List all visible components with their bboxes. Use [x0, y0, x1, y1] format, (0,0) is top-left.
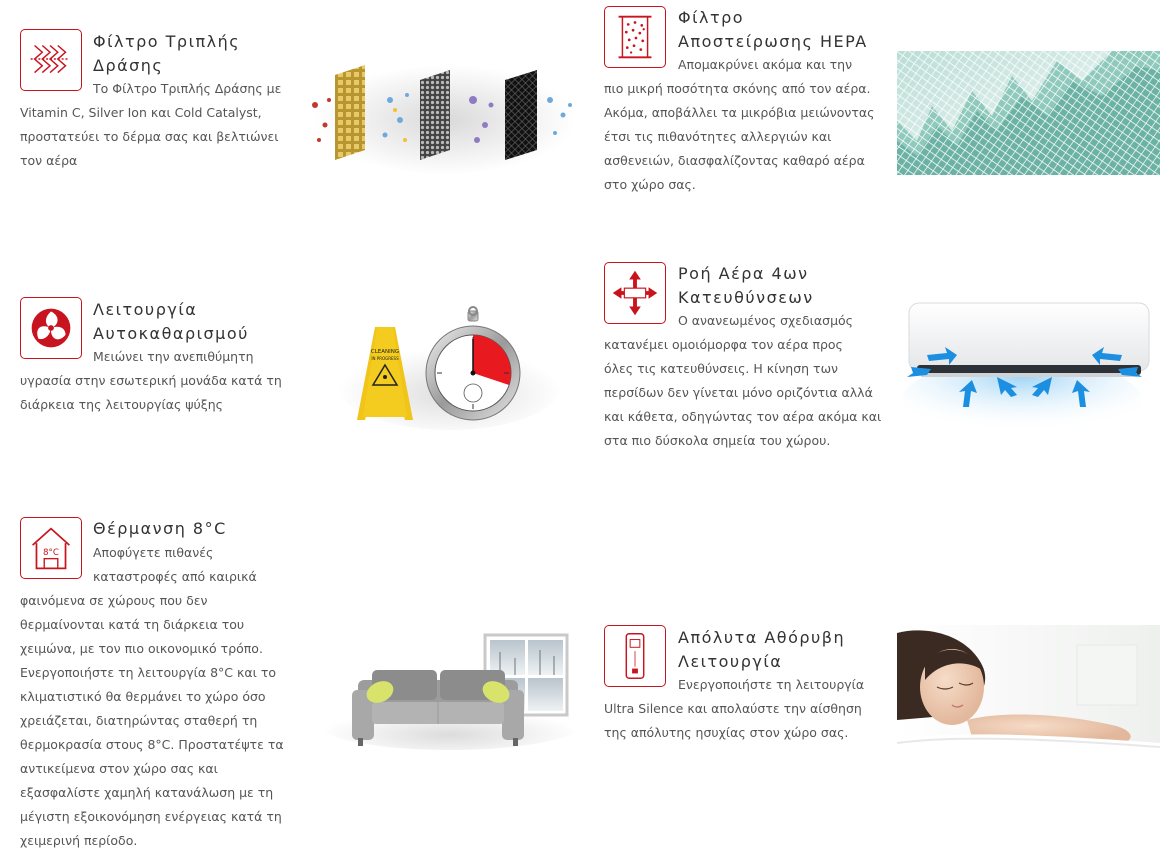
house-icon-label: 8°C	[43, 547, 59, 558]
feature-title: Ροή Αέρα 4ων Κατευθύνσεων	[678, 264, 814, 307]
air-conditioner-airflow-illustration	[897, 295, 1160, 440]
feature-description-first-line: Ενεργοποιήστε τη λειτουργία	[678, 677, 865, 692]
filter-layers-illustration	[305, 55, 580, 175]
feature-description: Ultra Silence και απολαύστε την αίσθηση της απόλυτης ησυχίας στον χώρο σας.	[604, 701, 862, 740]
house-8c-icon	[20, 517, 82, 579]
feature-description: κατανέμει ομοιόμορφα τον αέρα προς όλες τις κατευθύνσεις. Η κίνηση των περσίδων δεν γίνεται μόνο οριζόντια αλλά και κάθετα, οδηγώντας τον αέρα ακόμα και στα πιο δύσκολα σημεία του χώρου.	[604, 337, 882, 448]
sofa-winter-window-illustration	[310, 630, 575, 750]
sign-text-line-1: CLEANING	[370, 349, 400, 355]
feature-description: υγρασία στην εσωτερική μονάδα κατά τη διάρκεια της λειτουργίας ψύξης	[20, 373, 282, 412]
feature-description-first-line: Απομακρύνει ακόμα και την	[678, 57, 853, 72]
feature-title: Θέρμανση 8°C	[93, 519, 227, 538]
sleeping-woman-photo	[897, 625, 1160, 775]
self-clean-icon	[20, 297, 82, 359]
feature-title: Φίλτρο Αποστείρωσης HEPA	[678, 8, 868, 51]
hepa-filter-icon	[604, 6, 666, 68]
feature-description-first-line: Μειώνει την ανεπιθύμητη	[93, 349, 254, 364]
feature-description: πιο μικρή ποσότητα σκόνης από τον αέρα. Ακόμα, αποβάλλει τα μικρόβια μειώνοντας έτσι τις πιθανότητες αλλεργιών και ασθενειών, διασφαλίζοντας καθαρό αέρα στο χώρο σας.	[604, 81, 875, 192]
feature-description-first-lines: Αποφύγετε πιθανές καταστροφές από καιρικά	[93, 545, 257, 584]
feature-title: Φίλτρο Τριπλής Δράσης	[93, 32, 241, 75]
hepa-mesh-photo	[897, 51, 1160, 175]
remote-control-icon	[604, 625, 666, 687]
sign-text-line-2: IN PROGRESS	[371, 356, 399, 361]
feature-description-first-line: Ο ανανεωμένος σχεδιασμός	[678, 313, 854, 328]
triple-filter-icon	[20, 29, 82, 91]
feature-description: Vitamin C, Silver Ion και Cold Catalyst, προστατεύει το δέρμα σας και βελτιώνει τον αέρα	[20, 105, 279, 168]
feature-description-first-line: Το Φίλτρο Τριπλής Δράσης με	[93, 81, 282, 96]
cleaning-sign-stopwatch-illustration	[335, 305, 565, 430]
feature-title: Λειτουργία Αυτοκαθαρισμού	[93, 300, 249, 343]
feature-title: Απόλυτα Αθόρυβη Λειτουργία	[678, 628, 846, 671]
feature-description: φαινόμενα σε χώρους που δεν θερμαίνονται κατά τη διάρκεια του χειμώνα, με τον πιο οικονομικό τρόπο. Ενεργοποιήστε τη λειτουργία 8°C και το κλιματιστικό θα θερμάνει το χώρο όσο χρειάζεται, διατηρώντας σταθερή τη θερμοκρασία στους 8°C. Προστατέψτε τα αντικείμενα στον χώρο σας και εξασφαλίστε χαμηλή κατανάλωση με τη μέγιστη εξοικονόμηση ενέργειας κατά τη χειμερινή περίοδο.	[20, 593, 284, 848]
four-way-arrows-icon	[604, 262, 666, 324]
